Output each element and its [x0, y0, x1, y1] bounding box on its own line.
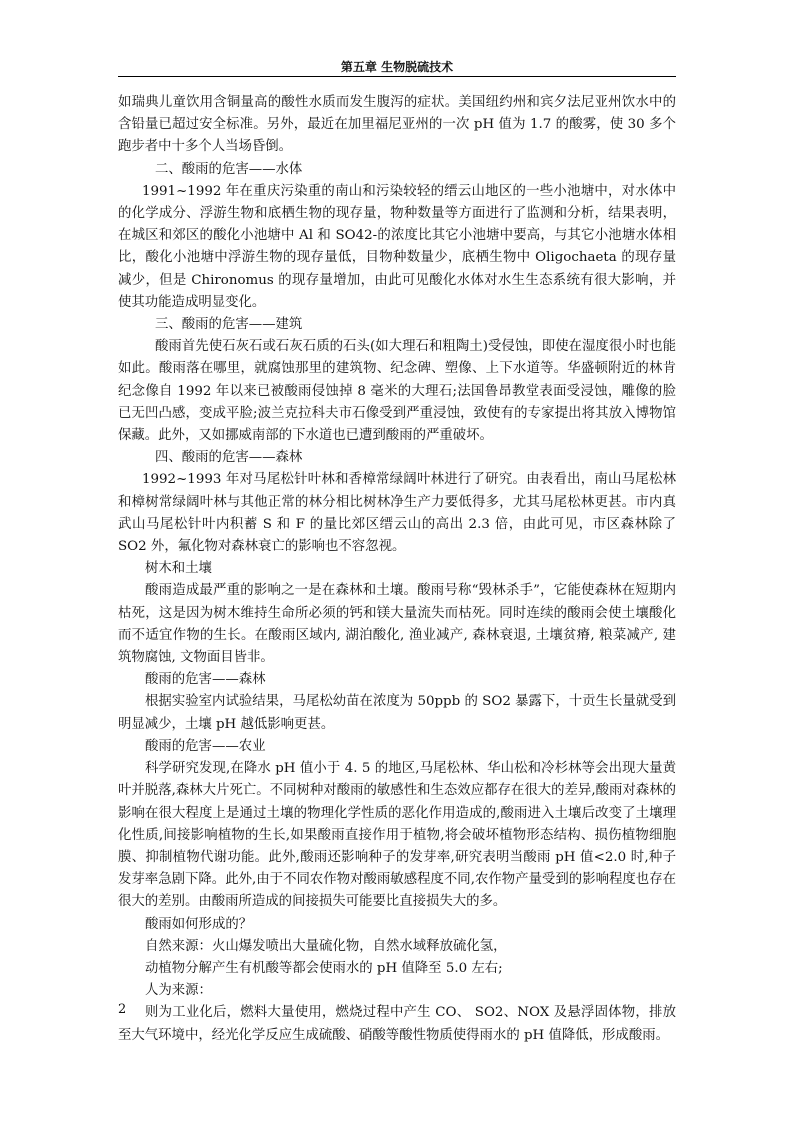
body-line: 自然来源：火山爆发喷出大量硫化物，自然水域释放硫化氢，	[145, 938, 507, 954]
body-paragraph: 1992~1993 年对马尾松针叶林和香樟常绿阔叶林进行了研究。由表看出，南山马尾松林和樟树常绿阔叶林与其他正常的林分相比树林净生产力要低得多，尤其马尾松林更甚。市内真武山马尾松针叶内积蓄 S 和 F 的量比郊区缙云山的高出 2.3 倍，由此可见，市区森林除了 SO2 外，氟化物对森林衰亡的影响也不容忽视。	[118, 472, 676, 555]
body-paragraph: 根据实验室内试验结果，马尾松幼苗在浓度为 50ppb 的 SO2 暴露下，十贡生长量就受到明显减少，土壤 pH 越低影响更甚。	[118, 694, 676, 732]
body-paragraph: 酸雨造成最严重的影响之一是在森林和土壤。酸雨号称“毁林杀手”，它能使森林在短期内枯死，这是因为树木维持生命所必须的钙和镁大量流失而枯死。同时连续的酸雨会使土壤酸化而不适宜作物的生长。在酸雨区域内, 湖泊酸化, 渔业减产, 森林衰退, 土壤贫瘠, 粮菜减产, 建筑物腐蚀, 文物面目皆非。	[118, 583, 676, 666]
body-paragraph: 酸雨首先使石灰石或石灰石质的石头(如大理石和粗陶土)受侵蚀，即使在湿度很小时也能如此。酸雨落在哪里，就腐蚀那里的建筑物、纪念碑、塑像、上下水道等。华盛顿附近的林肯纪念像自 1992 年以来已被酸雨侵蚀掉 8 毫米的大理石;法国鲁昂教堂表面受浸蚀，雕像的脸已无凹凸感，变成平脸;波兰克拉科夫市石像受到严重浸蚀，致使有的专家提出将其放入博物馆保藏。此外，又如挪威南部的下水道也已遭到酸雨的严重破坏。	[118, 339, 676, 444]
body-line: 人为来源：	[145, 983, 212, 999]
section-heading-building: 三、酸雨的危害——建筑	[155, 317, 303, 333]
body-line: 动植物分解产生有机酸等都会使雨水的 pH 值降至 5.0 左右;	[145, 960, 503, 976]
body-paragraph: 如瑞典儿童饮用含铜量高的酸性水质而发生腹泻的症状。美国纽约州和宾夕法尼亚州饮水中的含铅量已超过安全标准。另外，最近在加里福尼亚州的一次 pH 值为 1.7 的酸雾，使 30 多个跑步者中十多个人当场昏倒。	[118, 95, 676, 155]
chapter-header: 第五章 生物脱硫技术	[340, 60, 454, 74]
body-paragraph: 科学研究发现,在降水 pH 值小于 4. 5 的地区,马尾松林、华山松和冷杉林等会出现大量黄叶并脱落,森林大片死亡。不同树种对酸雨的敏感性和生态效应都存在很大的差异,酸雨对森林的影响在很大程度上是通过土壤的物理化学性质的恶化作用造成的,酸雨进入土壤后改变了土壤理化性质,间接影响植物的生长,如果酸雨直接作用于植物,将会破坏植物形态结构、损伤植物细胞膜、抑制植物代谢功能。此外,酸雨还影响种子的发芽率,研究表明当酸雨 pH 值<2.0 时,种子发芽率急剧下降。此外,由于不同农作物对酸雨敏感程度不同,农作物产量受到的影响程度也存在很大的差别。由酸雨所造成的间接损失可能要比直接损失大的多。	[118, 761, 676, 910]
subheading-forest: 酸雨的危害——森林	[145, 672, 266, 688]
body-paragraph: 则为工业化后，燃料大量使用，燃烧过程中产生 CO、 SO2、NOX 及悬浮固体物，排放至大气环境中，经光化学反应生成硫酸、硝酸等酸性物质使得雨水的 pH 值降低，形成酸雨。	[118, 1005, 676, 1043]
section-heading-water: 二、酸雨的危害——水体	[155, 161, 303, 177]
header-divider	[118, 76, 676, 77]
document-body	[118, 92, 676, 1047]
subheading-formation: 酸雨如何形成的？	[145, 916, 253, 932]
body-paragraph: 1991~1992 年在重庆污染重的南山和污染较轻的缙云山地区的一些小池塘中，对水体中的化学成分、浮游生物和底栖生物的现存量，物种数量等方面进行了监测和分析，结果表明，在城区和郊区的酸化小池塘中 Al 和 SO42-的浓度比其它小池塘中要高，与其它小池塘水体相比，酸化小池塘中浮游生物的现存量低，目物种数量少，底栖生物中 Oligochaeta 的现存量减少，但是 Chironomus 的现存量增加，由此可见酸化水体对水生生态系统有很大影响，并使其功能造成明显变化。	[118, 183, 676, 310]
page-number: 2	[118, 1002, 127, 1017]
subheading-trees-soil: 树木和土壤	[145, 561, 212, 577]
subheading-agriculture: 酸雨的危害——农业	[145, 738, 266, 754]
section-heading-forest: 四、酸雨的危害——森林	[155, 450, 303, 466]
